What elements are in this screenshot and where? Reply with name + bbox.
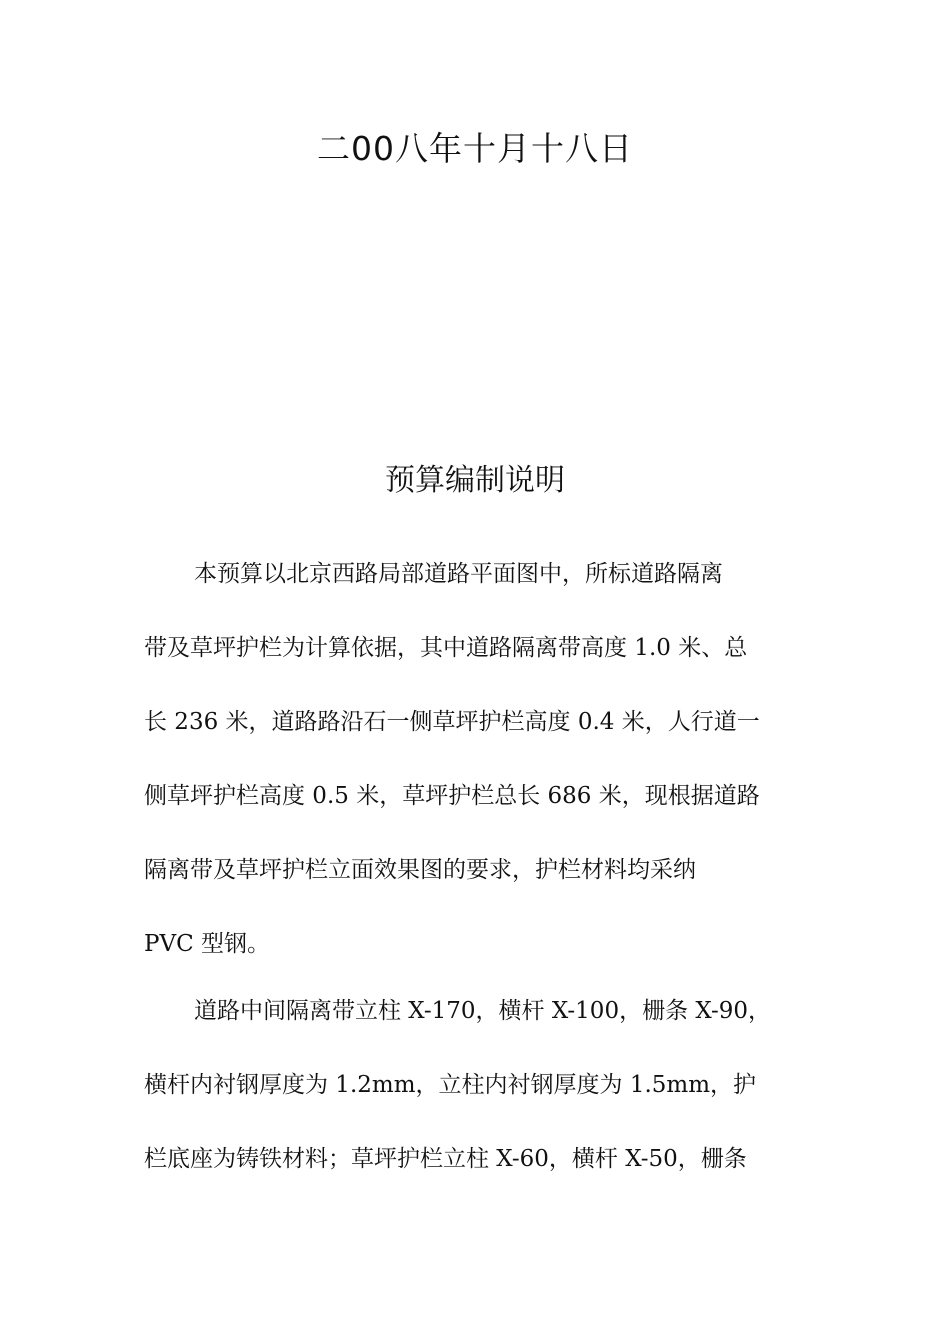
paragraph-1-line: 隔离带及草坪护栏立面效果图的要求，护栏材料均采纳 xyxy=(144,857,696,883)
paragraph-1-line: 长 236 米，道路路沿石一侧草坪护栏高度 0.4 米，人行道一 xyxy=(144,709,760,735)
paragraph-2-line: 横杆内衬钢厚度为 1.2mm，立柱内衬钢厚度为 1.5mm，护 xyxy=(144,1072,757,1098)
paragraph-2-line: 道路中间隔离带立柱 X-170，横杆 X-100，栅条 X-90， xyxy=(194,998,771,1024)
section-title: 预算编制说明 xyxy=(385,463,565,498)
paragraph-1-line: 本预算以北京西路局部道路平面图中，所标道路隔离 xyxy=(194,561,723,587)
paragraph-2-line: 栏底座为铸铁材料；草坪护栏立柱 X-60，横杆 X-50，栅条 xyxy=(144,1146,747,1172)
paragraph-1-line: PVC 型钢。 xyxy=(144,931,270,957)
paragraph-1-line: 侧草坪护栏高度 0.5 米，草坪护栏总长 686 米，现根据道路 xyxy=(144,783,760,809)
document-date: 二00八年十月十八日 xyxy=(317,129,633,168)
paragraph-1-line: 带及草坪护栏为计算依据，其中道路隔离带高度 1.0 米、总 xyxy=(144,635,748,661)
